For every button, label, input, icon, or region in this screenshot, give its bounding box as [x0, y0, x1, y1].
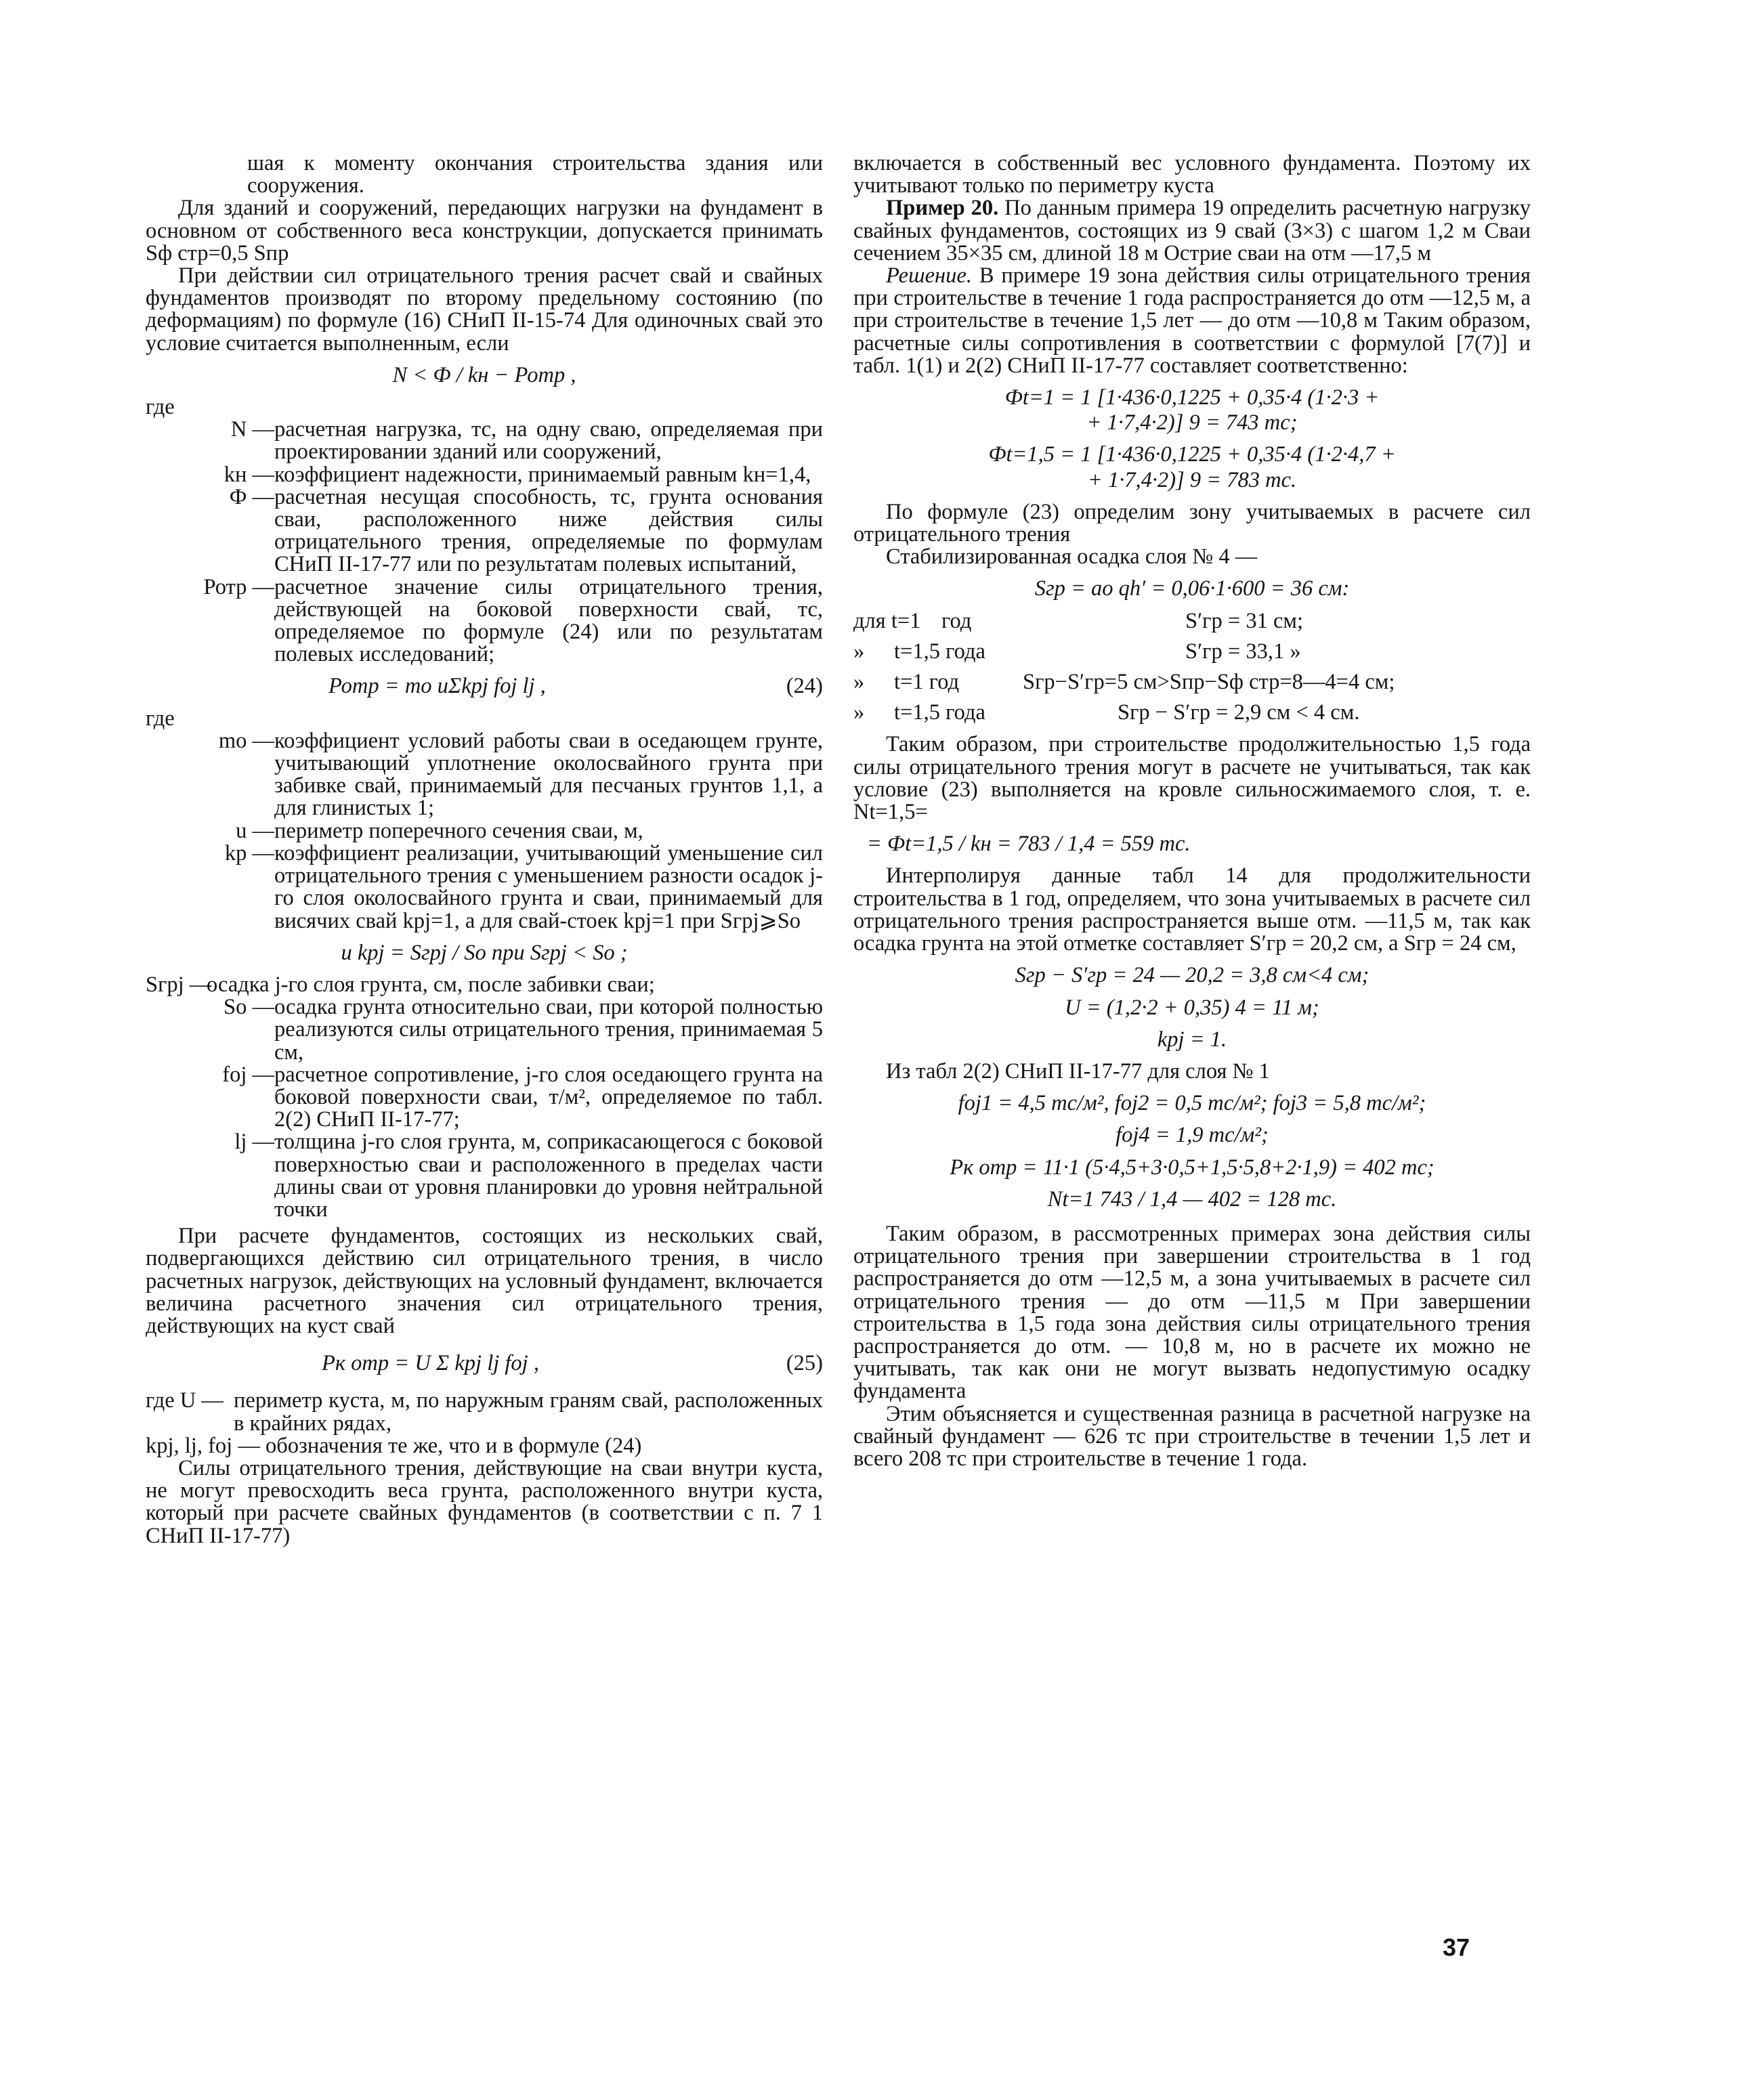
definition-text: толщина j-го слоя грунта, м, соприкасающегося с боковой поверхностью сваи и расположенного в пределах части длины сваи от уровня планировки до уровня нейтральной точки	[274, 1130, 823, 1222]
definition-text: коэффициент реализации, учитывающий уменьшение сил отрицательного трения с уменьшением разности осадок j-го слоя околосвайного грунта и сваи, принимаемый для висячих свай kрj=1, а для свай-стоек kрj=1 при Sгрj⩾So	[274, 840, 823, 933]
paragraph: Силы отрицательного трения, действующие на сваи внутри куста, не могут превосходить веса грунта, расположенного внутри куста, который при расчете свайных фундаментов (в соответствии с п. 7 1 СНиП II-17-77)	[146, 1455, 823, 1548]
right-column	[853, 152, 1531, 1470]
row-prefix: »	[853, 639, 865, 664]
definition-symbol: Ротр —	[203, 574, 274, 599]
row-value: Sгр − S′гр = 2,9 см < 4 см.	[1118, 700, 1360, 725]
row-prefix: »	[853, 670, 865, 695]
definition-symbol: mо —	[218, 728, 274, 753]
where-label: где	[146, 395, 175, 420]
row-duration: t=1,5 года	[894, 639, 985, 664]
equation: Фt=1 = 1 [1·436·0,1225 + 0,35·4 (1·2·3 +	[1004, 385, 1380, 410]
solution-text: В примере 19 зона действия силы отрицательного трения при строительстве в течение 1 года распространяется до отм —12,5 м, а при строительстве в течение 1,5 лет — до отм —10,8 м Таким образом, расчетные силы сопротивления в соответствии с формулой [7(7)] и табл. 1(1) и 2(2) СНиП II-17-77 составляет соответственно:	[853, 263, 1531, 378]
example-paragraph	[853, 197, 1531, 265]
example-label: Пример 20.	[886, 196, 999, 221]
definition-symbol: где U —	[146, 1388, 224, 1413]
definition-symbol: fоj —	[222, 1062, 274, 1087]
equation: + 1·7,4·2)] 9 = 743 тс;	[1086, 410, 1298, 435]
settlement-row	[853, 702, 1531, 724]
paragraph: Для зданий и сооружений, передающих нагрузки на фундамент в основном от собственного веса конструкции, допускается принимать Sф стр=0,5 Sпр	[146, 196, 823, 265]
definition-text: осадка j-го слоя грунта, см, после забивки сваи;	[207, 972, 655, 997]
definition-item	[146, 486, 823, 576]
definition-item	[146, 464, 823, 486]
equation: fоj1 = 4,5 тс/м², fоj2 = 0,5 тс/м²; fоj3 = 5,8 тс/м²;	[958, 1091, 1426, 1116]
paragraph: Из табл 2(2) СНиП II-17-77 для слоя № 1	[886, 1058, 1270, 1084]
row-prefix: »	[853, 700, 865, 725]
definition-symbol: Sгрj —	[146, 972, 212, 997]
definition-symbol: Ф —	[229, 484, 274, 509]
where-label: где	[146, 706, 175, 731]
definition-item	[146, 576, 823, 666]
definition-text: расчетная несущая способность, тс, грунта основания сваи, расположенного ниже действия силы отрицательного трения, определяемые по формулам СНиП II-17-77 или по результатам полевых испытаний,	[274, 484, 823, 577]
paragraph: шая к моменту окончания строительства здания или сооружения.	[247, 151, 823, 198]
equation: U = (1,2·2 + 0,35) 4 = 11 м;	[1065, 995, 1319, 1020]
row-duration: год	[941, 608, 972, 633]
settlement-row	[853, 671, 1531, 693]
row-duration: t=1,5 года	[894, 700, 985, 725]
definition-text: коэффициент условий работы сваи в оседающем грунте, учитывающий уплотнение околосвайного грунта при забивке свай, принимаемый для песчаных грунтов 1,1, а для глинистых 1;	[274, 728, 823, 821]
solution-paragraph	[853, 265, 1531, 377]
definition-text: расчетное значение силы отрицательного трения, действующей на боковой поверхности свай, тс, определяемое по формуле (24) или по результатам полевых исследований;	[274, 574, 823, 667]
definition-item	[146, 730, 823, 820]
row-prefix: для t=1	[853, 608, 921, 633]
paragraph: Стабилизированная осадка слоя № 4 —	[886, 544, 1258, 570]
definition-text: расчетное сопротивление, j-го слоя оседающего грунта на боковой поверхности сваи, т/м², определяемое по табл. 2(2) СНиП II-17-77;	[274, 1062, 823, 1132]
definition-item	[146, 974, 823, 996]
row-duration: t=1 год	[894, 670, 960, 695]
row-value: S′гр = 31 см;	[1185, 608, 1303, 633]
equation: = Фt=1,5 / kн = 783 / 1,4 = 559 тс.	[867, 832, 1191, 857]
definition-list	[146, 730, 823, 933]
definition-text: коэффициент надежности, принимаемый равным kн=1,4,	[274, 462, 811, 487]
definition-item	[146, 1131, 823, 1221]
paragraph: Этим объясняется и существенная разница в расчетной нагрузке на свайный фундамент — 626 тс при строительстве в течении 1,5 лет и всего 208 тс при строительстве в течение 1 года.	[853, 1401, 1531, 1471]
definition-list	[146, 974, 823, 1221]
definition-text: периметр поперечного сечения сваи, м,	[274, 818, 643, 843]
definition-item	[146, 1064, 823, 1132]
equation-24	[146, 675, 823, 698]
equation: Ротр = mо uΣkpj fоj lj ,	[328, 674, 546, 699]
left-column	[146, 152, 823, 1547]
definition-list	[146, 419, 823, 666]
equation: kpj = 1.	[1157, 1027, 1227, 1052]
solution-label: Решение.	[886, 263, 972, 288]
equation: fоj4 = 1,9 тс/м²;	[1116, 1123, 1269, 1148]
equation: N < Ф / kн − Ротр ,	[392, 362, 576, 387]
definition-item	[146, 996, 823, 1064]
definition-text: расчетная нагрузка, тс, на одну сваю, определяемая при проектировании зданий или сооружений,	[274, 417, 823, 465]
equation-25	[146, 1352, 823, 1375]
definition-item	[146, 820, 823, 842]
definition-item	[146, 419, 823, 463]
definition-symbol: lj —	[234, 1130, 274, 1155]
paragraph: При расчете фундаментов, состоящих из нескольких свай, подвергающихся действию сил отрицательного трения, в число расчетных нагрузок, действующих на условный фундамент, включается величина расчетного значения сил отрицательного трения, действующих на куст свай	[146, 1224, 823, 1338]
equation: Фt=1,5 = 1 [1·436·0,1225 + 0,35·4 (1·2·4,7 +	[988, 442, 1396, 467]
settlement-row	[853, 610, 1531, 633]
definition-symbol: kн —	[224, 462, 274, 487]
definition-item	[146, 842, 823, 933]
definition-symbol: kр —	[224, 840, 274, 865]
page-number: 37	[1443, 1933, 1470, 1961]
definition-item	[146, 1390, 823, 1434]
paragraph: По формуле (23) определим зону учитываемых в расчете сил отрицательного трения	[853, 499, 1531, 547]
equation: Sгр = ao qh′ = 0,06·1·600 = 36 см:	[1034, 576, 1350, 601]
paragraph: включается в собственный вес условного фундамента. Поэтому их учитывают только по периметру куста	[853, 151, 1531, 198]
equation-number: (24)	[786, 674, 823, 699]
equation: Рк отр = U Σ kpj lj fоj ,	[322, 1351, 539, 1376]
equation: и kрj = Sгрj / So при Sгрj < So ;	[341, 940, 628, 965]
definition-text: осадка грунта относительно сваи, при которой полностью реализуются силы отрицательного трения, принимаемая 5 см,	[274, 995, 823, 1065]
equation-number: (25)	[786, 1351, 823, 1376]
definition-text: периметр куста, м, по наружным граням свай, расположенных в крайних рядах,	[234, 1388, 823, 1436]
definition-symbol: So —	[224, 995, 274, 1020]
paragraph: Интерполируя данные табл 14 для продолжительности строительства в 1 год, определяем, что зона учитываемых в расчете сил отрицательного трения распространяется выше отм. —11,5 м, так как осадка грунта на этой отметке составляет S′гр = 20,2 см, а Sгр = 24 см,	[853, 863, 1531, 956]
definition-line: kpj, lj, fоj — обозначения те же, что и в формуле (24)	[146, 1433, 642, 1458]
paragraph: Таким образом, в рассмотренных примерах зона действия силы отрицательного трения при завершении строительства в 1 год распространяется до отм —12,5 м, а зона учитываемых в расчете сил отрицательного трения — до отм —11,5 м При завершении строительства в 1,5 года зона действия силы отрицательного трения распространяется до отм. — 10,8 м, но в расчете их можно не учитывать, так как они не могут вызвать недопустимую осадку фундамента	[853, 1221, 1531, 1404]
definition-symbol: N —	[230, 417, 274, 442]
definition-symbol: u —	[236, 818, 274, 843]
equation: Sгр − S′гр = 24 — 20,2 = 3,8 см<4 см;	[1015, 963, 1369, 988]
row-value: Sгр−S′гр=5 см>Sпр−Sф стр=8—4=4 см;	[1023, 670, 1395, 695]
equation: Рк отр = 11·1 (5·4,5+3·0,5+1,5·5,8+2·1,9) = 402 тс;	[950, 1155, 1435, 1180]
paragraph: При действии сил отрицательного трения расчет свай и свайных фундаментов производят по второму предельному состоянию (по деформациям) по формуле (16) СНиП II-15-74 Для одиночных свай это условие считается выполненным, если	[146, 263, 823, 356]
example-text: По данным примера 19 определить расчетную нагрузку свайных фундаментов, состоящих из 9 свай (3×3) с шагом 1,2 м Сваи сечением 35×35 см, длиной 18 м Острие сваи на отм —17,5 м	[853, 196, 1531, 265]
paragraph: Таким образом, при строительстве продолжительностью 1,5 года силы отрицательного трения могут в расчете не учитываться, так как условие (23) выполняется на кровле сильносжимаемого слоя, т. е. Nt=1,5=	[853, 732, 1531, 825]
row-value: S′гр = 33,1 »	[1185, 639, 1301, 664]
equation: Nt=1 743 / 1,4 — 402 = 128 тс.	[1047, 1186, 1337, 1212]
equation: + 1·7,4·2)] 9 = 783 тс.	[1087, 467, 1297, 492]
settlement-row	[853, 641, 1531, 663]
